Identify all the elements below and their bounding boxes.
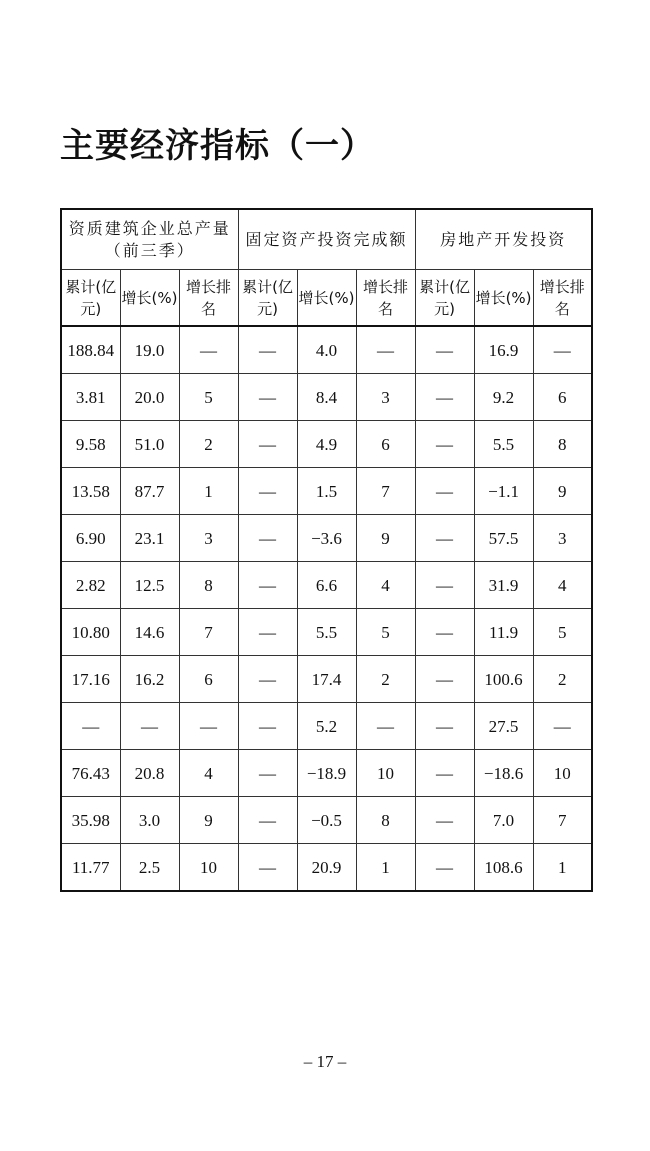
table-cell: 9.58 [61,421,120,468]
table-cell: 6 [356,421,415,468]
table-cell: 1 [533,844,592,892]
table-cell: 20.8 [120,750,179,797]
table-cell: 35.98 [61,797,120,844]
table-cell: — [415,844,474,892]
table-cell: −18.9 [297,750,356,797]
table-cell: 5 [179,374,238,421]
table-cell: — [238,844,297,892]
table-cell: 4 [179,750,238,797]
table-cell: 10 [179,844,238,892]
table-cell: 87.7 [120,468,179,515]
table-cell: 11.9 [474,609,533,656]
table-cell: 3 [179,515,238,562]
table-row [61,326,592,374]
table-cell: 12.5 [120,562,179,609]
subheader-rank: 增长排名 [179,270,238,327]
group-header-row [61,209,592,270]
table-cell: — [415,562,474,609]
economic-indicators-table [60,208,593,892]
table-cell: — [356,703,415,750]
table-row [61,374,592,421]
table-cell: 3.0 [120,797,179,844]
table-cell: 4 [533,562,592,609]
table-cell: — [238,421,297,468]
table-cell: — [415,421,474,468]
table-cell: — [415,468,474,515]
table-cell: 5 [533,609,592,656]
table-cell: — [238,797,297,844]
table-row [61,750,592,797]
table-cell: 1 [356,844,415,892]
table-cell: — [179,703,238,750]
table-cell: −18.6 [474,750,533,797]
table-cell: 1.5 [297,468,356,515]
table-cell: 3.81 [61,374,120,421]
table-cell: — [238,562,297,609]
table-cell: — [238,374,297,421]
table-cell: 9 [179,797,238,844]
table-cell: — [415,609,474,656]
table-cell: 16.2 [120,656,179,703]
table-row [61,703,592,750]
table-cell: — [415,515,474,562]
table-cell: 108.6 [474,844,533,892]
table-cell: — [238,656,297,703]
table-cell: 2 [533,656,592,703]
table-cell: −3.6 [297,515,356,562]
table-cell: 10.80 [61,609,120,656]
table-cell: — [179,326,238,374]
sub-header-row [61,270,592,327]
table-cell: 6.90 [61,515,120,562]
table-row [61,609,592,656]
table-cell: — [533,703,592,750]
table-cell: — [238,750,297,797]
table-cell: −1.1 [474,468,533,515]
page-number: – 17 – [303,1052,347,1071]
table-cell: — [533,326,592,374]
subheader-cumulative: 累计(亿元) [238,270,297,327]
table-cell: 2.82 [61,562,120,609]
table-cell: 23.1 [120,515,179,562]
table-cell: 5.2 [297,703,356,750]
table-cell: 5 [356,609,415,656]
table-row [61,468,592,515]
table-cell: 11.77 [61,844,120,892]
table-cell: 9.2 [474,374,533,421]
table-cell: 4 [356,562,415,609]
table-cell: 9 [533,468,592,515]
table-cell: 57.5 [474,515,533,562]
table-cell: 2 [179,421,238,468]
group-header-fixed-asset: 固定资产投资完成额 [238,209,415,270]
table-cell: 16.9 [474,326,533,374]
table-cell: — [238,326,297,374]
table-cell: 4.9 [297,421,356,468]
table-cell: 51.0 [120,421,179,468]
table-cell: 100.6 [474,656,533,703]
table-cell: — [238,609,297,656]
group-header-construction: 资质建筑企业总产量（前三季） [61,209,238,270]
table-cell: 188.84 [61,326,120,374]
table-cell: −0.5 [297,797,356,844]
table-cell: — [415,326,474,374]
table-cell: 27.5 [474,703,533,750]
table-cell: — [415,374,474,421]
table-cell: — [356,326,415,374]
table-cell: 8 [179,562,238,609]
table-cell: — [415,656,474,703]
table-cell: 6.6 [297,562,356,609]
table-cell: 6 [533,374,592,421]
table-cell: — [238,703,297,750]
table-row [61,515,592,562]
subheader-cumulative: 累计(亿元) [61,270,120,327]
table-cell: — [415,797,474,844]
table-cell: 17.4 [297,656,356,703]
table-cell: 8 [533,421,592,468]
table-cell: 8.4 [297,374,356,421]
subheader-growth: 增长(%) [474,270,533,327]
table-cell: 10 [533,750,592,797]
table-cell: 17.16 [61,656,120,703]
table-row [61,421,592,468]
table-cell: 14.6 [120,609,179,656]
table-cell: 31.9 [474,562,533,609]
table-cell: 9 [356,515,415,562]
table-cell: 5.5 [474,421,533,468]
table-cell: 8 [356,797,415,844]
table-cell: 7 [356,468,415,515]
table-cell: 13.58 [61,468,120,515]
table-cell: 20.0 [120,374,179,421]
table-cell: 10 [356,750,415,797]
table-cell: — [238,515,297,562]
subheader-rank: 增长排名 [356,270,415,327]
subheader-growth: 增长(%) [120,270,179,327]
subheader-growth: 增长(%) [297,270,356,327]
page-title: 主要经济指标（一） [60,126,375,166]
table-cell: 7.0 [474,797,533,844]
table-row [61,797,592,844]
subheader-rank: 增长排名 [533,270,592,327]
table-cell: 6 [179,656,238,703]
table-row [61,656,592,703]
table-cell: — [120,703,179,750]
table-cell: 1 [179,468,238,515]
table-cell: 2 [356,656,415,703]
table-cell: 3 [533,515,592,562]
table-cell: 76.43 [61,750,120,797]
table-row [61,844,592,892]
table-cell: — [238,468,297,515]
table-cell: — [415,750,474,797]
table-cell: 3 [356,374,415,421]
table-cell: 7 [533,797,592,844]
table-cell: 20.9 [297,844,356,892]
table-cell: 5.5 [297,609,356,656]
table-cell: 7 [179,609,238,656]
table-cell: 2.5 [120,844,179,892]
group-header-real-estate: 房地产开发投资 [415,209,592,270]
table-cell: 4.0 [297,326,356,374]
table-cell: — [415,703,474,750]
table-cell: — [61,703,120,750]
table-row [61,562,592,609]
subheader-cumulative: 累计(亿元) [415,270,474,327]
table-cell: 19.0 [120,326,179,374]
